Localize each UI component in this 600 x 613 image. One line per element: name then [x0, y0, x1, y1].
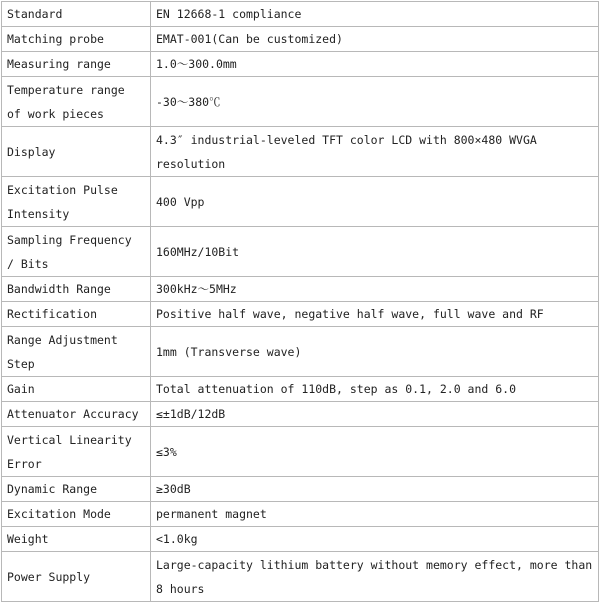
table-row: [2, 52, 599, 77]
table-row: [2, 327, 599, 377]
spec-label: Excitation Mode: [2, 502, 151, 527]
spec-label: Excitation Pulse Intensity: [2, 177, 151, 227]
spec-label: Temperature range of work pieces: [2, 77, 151, 127]
spec-value: 1.0～300.0mm: [151, 52, 599, 77]
spec-label: Power Supply: [2, 552, 151, 602]
spec-value: Positive half wave, negative half wave, full wave and RF: [151, 302, 599, 327]
spec-value: Total attenuation of 110dB, step as 0.1, 2.0 and 6.0: [151, 377, 599, 402]
spec-label: Bandwidth Range: [2, 277, 151, 302]
spec-value: 4.3″ industrial-leveled TFT color LCD with 800×480 WVGA resolution: [151, 127, 599, 177]
spec-value: permanent magnet: [151, 502, 599, 527]
spec-value: ≤3%: [151, 427, 599, 477]
spec-label: Display: [2, 127, 151, 177]
table-row: [2, 77, 599, 127]
spec-label: Standard: [2, 2, 151, 27]
spec-value: <1.0kg: [151, 527, 599, 552]
spec-value: 300kHz～5MHz: [151, 277, 599, 302]
table-row: [2, 377, 599, 402]
spec-value: ≤±1dB/12dB: [151, 402, 599, 427]
table-row: [2, 427, 599, 477]
spec-label: Measuring range: [2, 52, 151, 77]
spec-value: EN 12668-1 compliance: [151, 2, 599, 27]
table-row: [2, 27, 599, 52]
spec-label: Rectification: [2, 302, 151, 327]
table-row: [2, 177, 599, 227]
table-row: [2, 502, 599, 527]
specifications-table: [1, 1, 599, 602]
spec-label: Sampling Frequency / Bits: [2, 227, 151, 277]
spec-value: 400 Vpp: [151, 177, 599, 227]
spec-label: Vertical Linearity Error: [2, 427, 151, 477]
table-row: [2, 302, 599, 327]
table-row: [2, 527, 599, 552]
table-row: [2, 2, 599, 27]
spec-value: 1mm (Transverse wave): [151, 327, 599, 377]
spec-value: ≥30dB: [151, 477, 599, 502]
table-row: [2, 277, 599, 302]
table-row: [2, 552, 599, 602]
spec-label: Attenuator Accuracy: [2, 402, 151, 427]
spec-value: -30～380℃: [151, 77, 599, 127]
specifications-table-body: [2, 2, 599, 602]
table-row: [2, 127, 599, 177]
spec-label: Weight: [2, 527, 151, 552]
spec-value: 160MHz/10Bit: [151, 227, 599, 277]
spec-label: Gain: [2, 377, 151, 402]
table-row: [2, 477, 599, 502]
table-row: [2, 227, 599, 277]
spec-value: EMAT-001(Can be customized): [151, 27, 599, 52]
spec-label: Dynamic Range: [2, 477, 151, 502]
spec-value: Large-capacity lithium battery without memory effect, more than 8 hours: [151, 552, 599, 602]
spec-label: Matching probe: [2, 27, 151, 52]
spec-label: Range Adjustment Step: [2, 327, 151, 377]
table-row: [2, 402, 599, 427]
